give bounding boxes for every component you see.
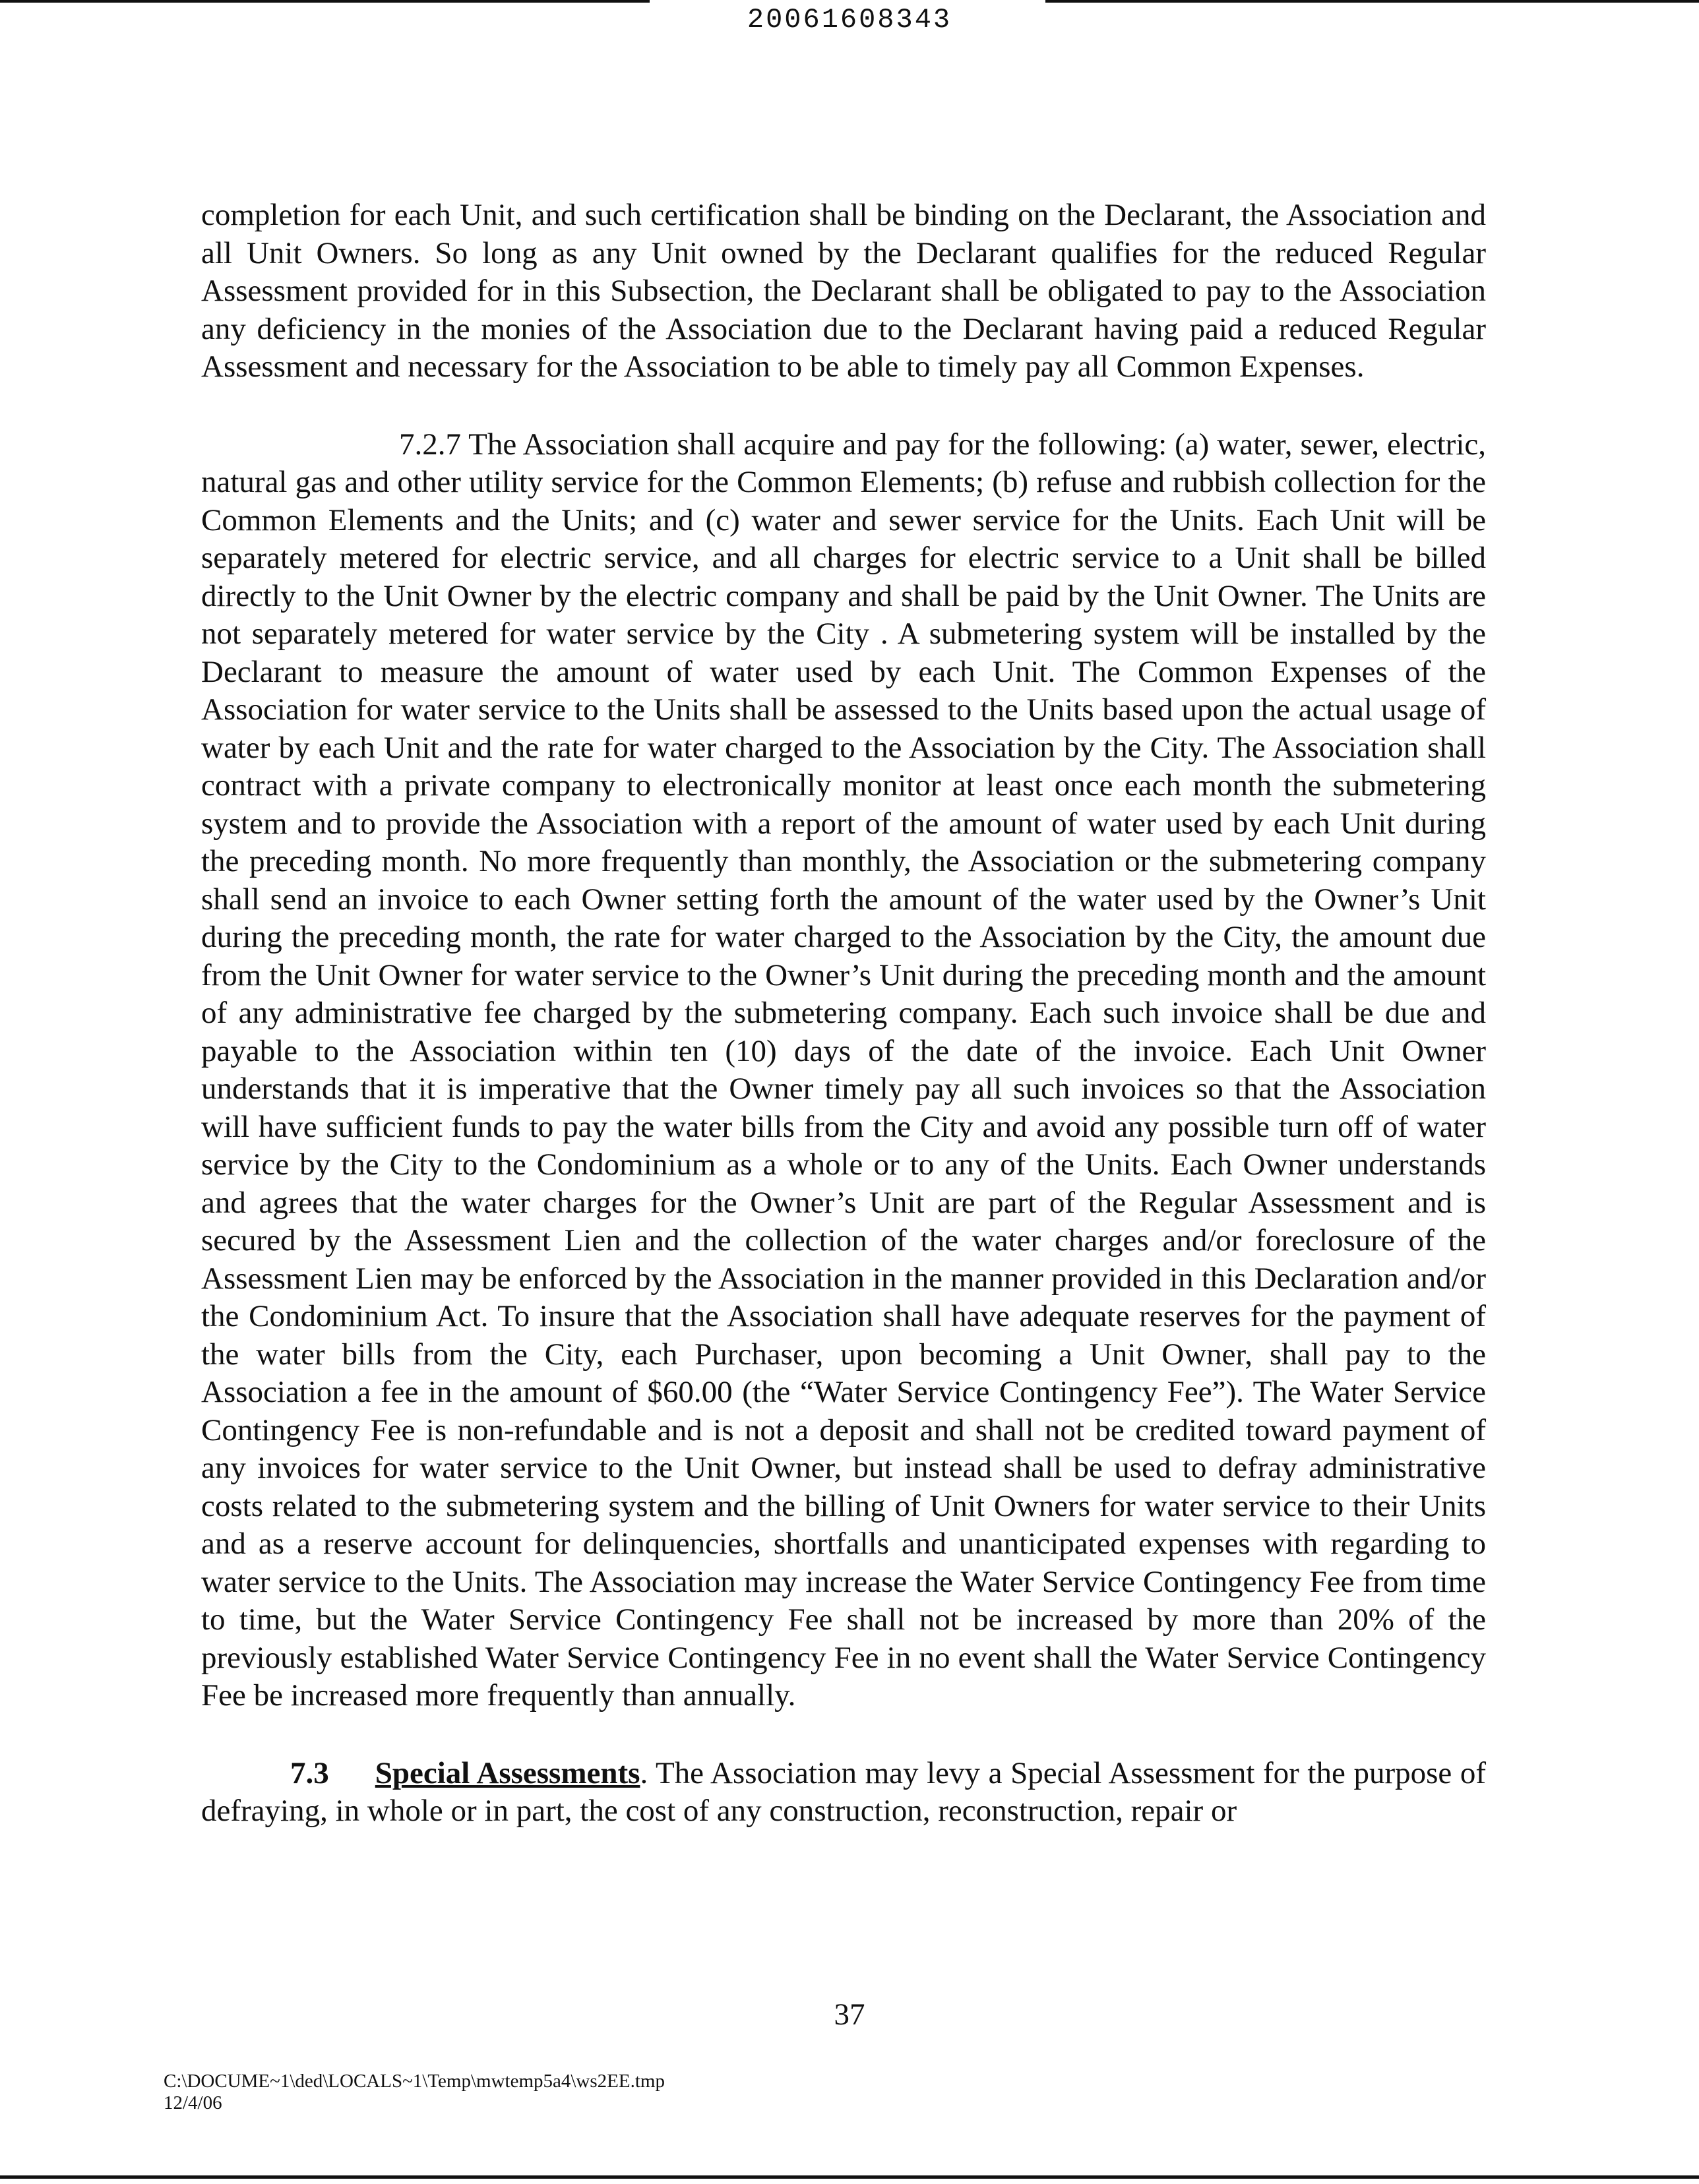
footer bbox=[164, 2071, 665, 2114]
section-title: Special Assessments bbox=[375, 1755, 640, 1790]
section-number: 7.3 bbox=[290, 1755, 329, 1790]
page-body bbox=[201, 197, 1486, 1831]
document-number: 20061608343 bbox=[747, 4, 952, 36]
page-number: 37 bbox=[834, 1997, 865, 2032]
section-7-3 bbox=[201, 1755, 1486, 1831]
section-text: . The Association may levy a Special Assessment for the purpose of defraying, in whole or in part, the cost of any construction, reconstruction, repair or bbox=[201, 1755, 1486, 1828]
paragraph-7-2-7: 7.2.7 The Association shall acquire and pay for the following: (a) water, sewer, electric, natural gas and other utility service for the Common Elements; (b) refuse and rubbish collection for the Common Elements and the Units; and (c) water and sewer service for the Units. Each Unit will be separately metered for electric service, and all charges for electric service to a Unit shall be billed directly to the Unit Owner by the electric company and shall be paid by the Unit Owner. The Units are not separately metered for water service by the City . A submetering system will be installed by the Declarant to measure the amount of water used by each Unit. The Common Expenses of the Association for water service to the Units shall be assessed to the Units based upon the actual usage of water by each Unit and the rate for water charged to the Association by the City. The Association shall contract with a private company to electronically monitor at least once each month the submetering system and to provide the Association with a report of the amount of water used by each Unit during the preceding month. No more frequently than monthly, the Association or the submetering company shall send an invoice to each Owner setting forth the amount of the water used by the Owner’s Unit during the preceding month, the rate for water charged to the Association by the City, the amount due from the Unit Owner for water service to the Owner’s Unit during the preceding month and the amount of any administrative fee charged by the submetering company. Each such invoice shall be due and payable to the Association within ten (10) days of the date of the invoice. Each Unit Owner understands that it is imperative that the Owner timely pay all such invoices so that the Association will have sufficient funds to pay the water bills from the City and avoid any possible turn off of water service by the City to the Condominium as a whole or to any of the Units. Each Owner understands and agrees that the water charges for the Owner’s Unit are part of the Regular Assessment and is secured by the Assessment Lien and the collection of the water charges and/or foreclosure of the Assessment Lien may be enforced by the Association in the manner provided in this Declaration and/or the Condominium Act. To insure that the Association shall have adequate reserves for the payment of the water bills from the City, each Purchaser, upon becoming a Unit Owner, shall pay to the Association a fee in the amount of $60.00 (the “Water Service Contingency Fee”). The Water Service Contingency Fee is non-refundable and is not a deposit and shall not be credited toward payment of any invoices for water service to the Unit Owner, but instead shall be used to defray administrative costs related to the submetering system and the billing of Unit Owners for water service to their Units and as a reserve account for delinquencies, shortfalls and unanticipated expenses with regarding to water service to the Units. The Association may increase the Water Service Contingency Fee from time to time, but the Water Service Contingency Fee shall not be increased by more than 20% of the previously established Water Service Contingency Fee in no event shall the Water Service Contingency Fee be increased more frequently than annually. bbox=[201, 427, 1486, 1713]
top-border-line-left bbox=[0, 0, 650, 3]
top-border-line-right bbox=[1045, 0, 1699, 3]
paragraph-continuation: completion for each Unit, and such certification shall be binding on the Declarant, the Association and all Unit Owners. So long as any Unit owned by the Declarant qualifies for the reduced Regular Assessment provided for in this Subsection, the Declarant shall be obligated to pay to the Association any deficiency in the monies of the Association due to the Declarant having paid a reduced Regular Assessment and necessary for the Association to be able to timely pay all Common Expenses. bbox=[201, 198, 1486, 384]
file-path: C:\DOCUME~1\ded\LOCALS~1\Temp\mwtemp5a4\ws2EE.tmp bbox=[164, 2071, 665, 2092]
footer-date: 12/4/06 bbox=[164, 2092, 222, 2113]
bottom-border-line bbox=[0, 2175, 1699, 2179]
